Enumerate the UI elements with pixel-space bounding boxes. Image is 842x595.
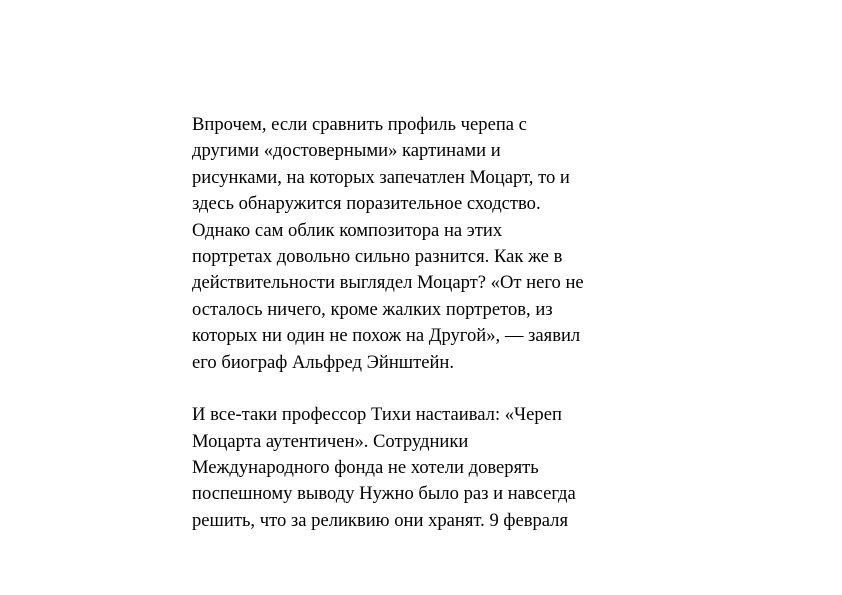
text-line: Впрочем, если сравнить профиль черепа с xyxy=(192,114,527,135)
text-line: Международного фонда не хотели доверять xyxy=(192,457,539,479)
text-body xyxy=(192,112,662,534)
text-line: которых ни один не похож на Другой», — заявил xyxy=(192,325,581,347)
text-line: другими «достоверными» картинами и xyxy=(192,140,501,162)
text-line: действительности выглядел Моцарт? «От него не xyxy=(192,272,584,294)
text-line: решить, что за реликвию они хранят. 9 февраля xyxy=(192,509,569,531)
text-line: осталось ничего, кроме жалких портретов, из xyxy=(192,298,553,320)
text-line: И все-таки профессор Тихи настаивал: «Череп xyxy=(192,404,562,426)
text-line: портретах довольно сильно разнится. Как же в xyxy=(192,245,563,267)
paragraph-1 xyxy=(192,112,662,376)
paragraph-2 xyxy=(192,402,662,534)
text-line: его биограф Альфред Эйнштейн. xyxy=(192,351,455,373)
text-line: Моцарта аутентичен». Сотрудники xyxy=(192,430,469,452)
paragraph-spacer xyxy=(192,376,662,402)
text-line: поспешному выводу Нужно было раз и навсегда xyxy=(192,483,576,505)
text-line: Однако сам облик композитора на этих xyxy=(192,219,503,241)
text-line: здесь обнаружится поразительное сходство. xyxy=(192,193,541,215)
text-line: рисунками, на которых запечатлен Моцарт, то и xyxy=(192,166,570,188)
